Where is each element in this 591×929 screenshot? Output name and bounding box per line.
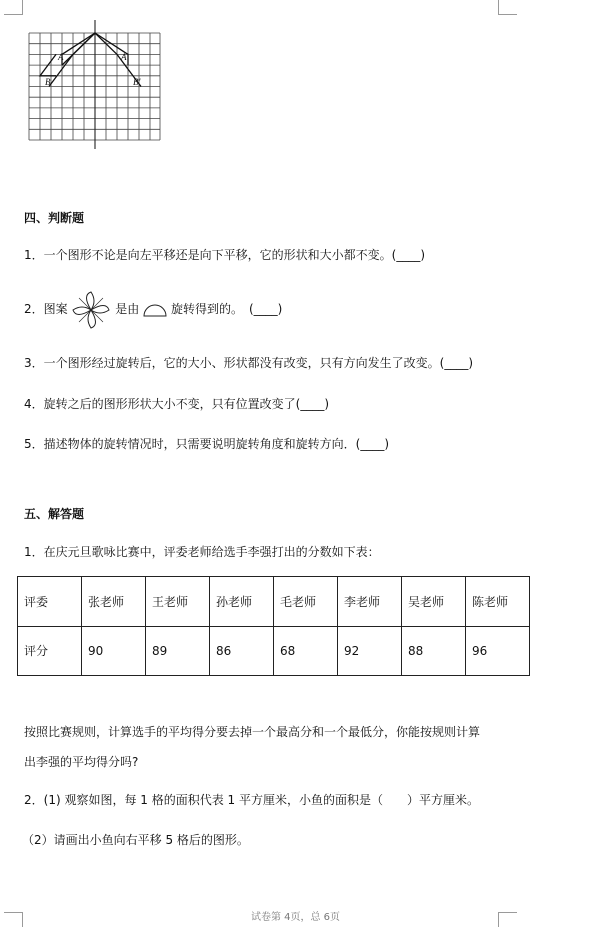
answer-question-2-part-2: （2）请画出小鱼向右平移 5 格后的图形。 [22, 833, 249, 847]
table-cell: 92 [338, 626, 402, 676]
judge-question-3: 3．一个图形经过旋转后，它的大小、形状都没有改变，只有方向发生了改变。(____) [24, 356, 474, 370]
label-a-prime: A' [121, 52, 129, 62]
judge-question-2-mid: 是由 [115, 302, 140, 316]
section-4-title: 四、判断题 [24, 211, 85, 225]
table-header-cell: 王老师 [146, 577, 210, 627]
score-table [17, 576, 530, 676]
table-header-cell: 孙老师 [210, 577, 274, 627]
judge-question-2-prefix: 2．图案 [24, 302, 68, 316]
table-header-cell: 张老师 [82, 577, 146, 627]
table-row [18, 626, 530, 676]
table-cell: 评分 [18, 626, 82, 676]
page-footer: 试卷第 4页，总 6页 [250, 912, 341, 923]
corner-mark-top-left [4, 0, 23, 15]
table-header-cell: 评委 [18, 577, 82, 627]
label-a: A [58, 52, 64, 62]
answer-question-2-part-1: 2．(1) 观察如图，每 1 格的面积代表 1 平方厘米，小鱼的面积是（ ）平方厘米。 [24, 793, 479, 807]
semicircle-shape-icon [143, 303, 167, 317]
label-b: B [45, 77, 51, 87]
answer-question-1-text-line-1: 按照比赛规则，计算选手的平均得分要去掉一个最高分和一个最低分，你能按规则计算 [24, 725, 481, 739]
table-header-cell: 陈老师 [466, 577, 530, 627]
table-cell: 86 [210, 626, 274, 676]
table-cell: 89 [146, 626, 210, 676]
judge-question-1: 1．一个图形不论是向左平移还是向下平移，它的形状和大小都不变。(____) [24, 248, 426, 262]
table-header-cell: 毛老师 [274, 577, 338, 627]
answer-question-1-text-line-2: 出李强的平均得分吗? [24, 755, 139, 769]
table-header-cell: 吴老师 [402, 577, 466, 627]
judge-question-2-suffix: 旋转得到的。 (____) [170, 302, 283, 316]
judge-question-4: 4．旋转之后的图形形状大小不变，只有位置改变了(____) [24, 397, 330, 411]
table-cell: 68 [274, 626, 338, 676]
section-5-title: 五、解答题 [24, 507, 85, 521]
table-row [18, 577, 530, 627]
label-b-prime: B' [133, 77, 141, 87]
corner-mark-top-right [498, 0, 517, 15]
judge-question-2 [24, 300, 282, 317]
answer-question-1-intro: 1．在庆元旦歌咏比赛中，评委老师给选手李强打出的分数如下表： [24, 545, 380, 559]
translation-grid-figure [20, 18, 165, 150]
table-cell: 90 [82, 626, 146, 676]
table-header-cell: 李老师 [338, 577, 402, 627]
table-cell: 96 [466, 626, 530, 676]
pinwheel-pattern-icon [71, 290, 111, 330]
judge-question-5: 5．描述物体的旋转情况时，只需要说明旋转角度和旋转方向．(____) [24, 437, 390, 451]
table-cell: 88 [402, 626, 466, 676]
